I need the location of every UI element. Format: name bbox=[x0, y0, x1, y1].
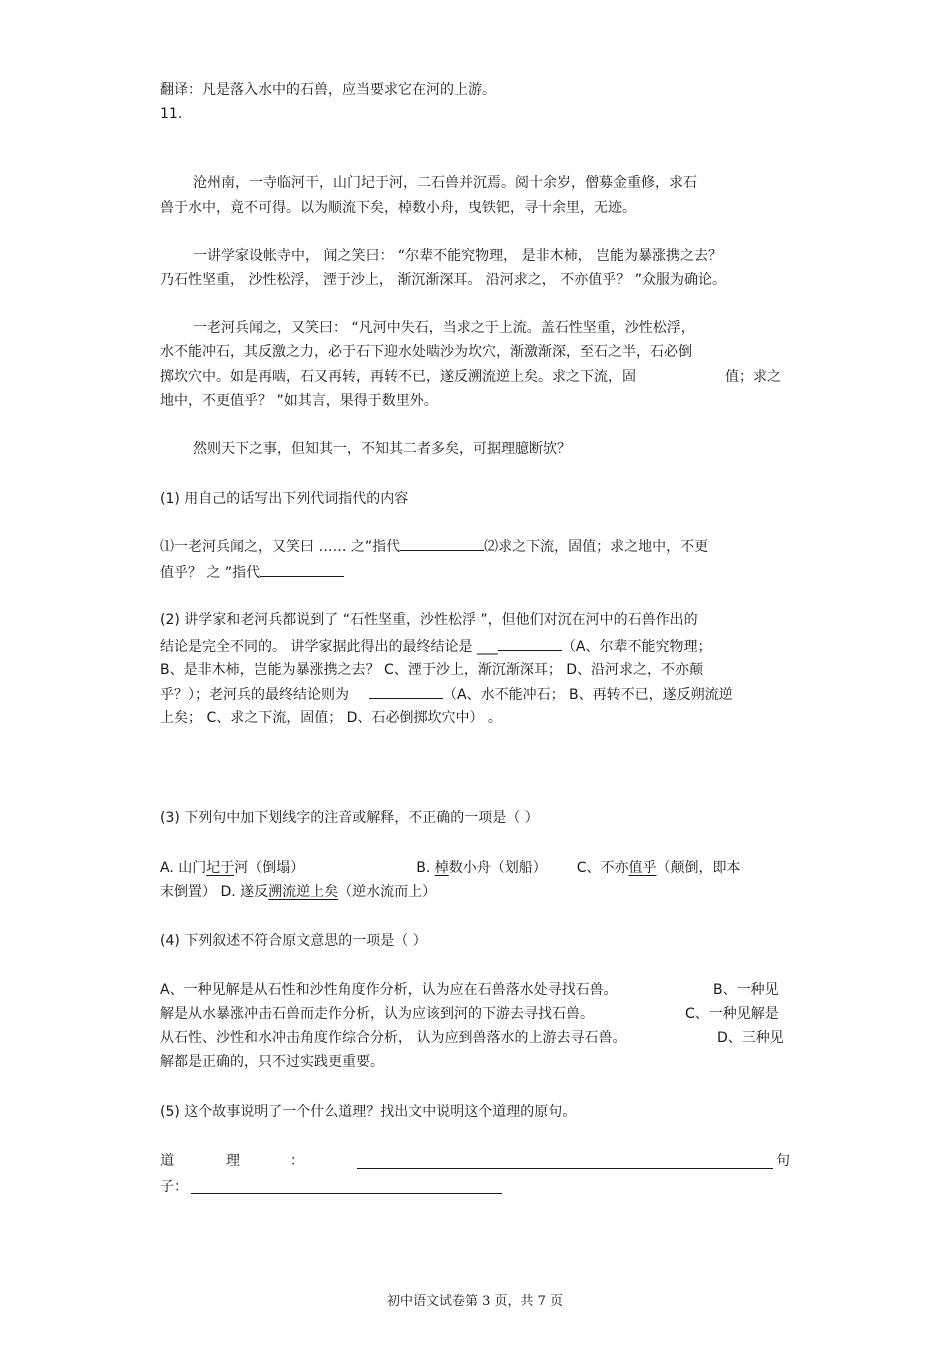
q3-option-d-label: 末倒置） D. 遂反 bbox=[160, 884, 269, 900]
q3-option-a: A. 山门圮于河（倒塌） bbox=[160, 860, 305, 876]
q2-line2-options: （A、尔辈不能究物理； bbox=[561, 639, 712, 655]
translation-line: 翻译：凡是落入水中的石兽，应当要求它在河的上游。 bbox=[160, 82, 496, 98]
q1-answer-blank-1[interactable] bbox=[400, 536, 484, 551]
q2-line4-options: （A、水不能冲石； B、再转不已，遂反朔流逆 bbox=[443, 687, 733, 703]
q5-zi: 子： bbox=[160, 1179, 188, 1195]
q3-title: (3) 下列句中加下划线字的注音或解释，不正确的一项是（ ） bbox=[160, 810, 539, 826]
q1-part1-label: ⑴一老河兵闻之，又笑曰 …… 之”指代 bbox=[160, 539, 401, 555]
passage-p3-line1: 一老河兵闻之，又笑曰： “凡河中失石，当求之于上流。盖石性坚重，沙性松浮， bbox=[193, 320, 695, 336]
q2-line1: (2) 讲学家和老河兵都说到了 “石性坚重，沙性松浮 ”，但他们对沉在河中的石兽作出的 bbox=[160, 612, 698, 628]
passage-p2-line2: 乃石性坚重， 沙性松浮， 湮于沙上， 渐沉渐深耳。 沿河求之， 不亦值乎？ ”众服为确论。 bbox=[160, 272, 726, 288]
passage-p2-line1: 一讲学家设帐寺中， 闻之笑曰： “尔辈不能究物理， 是非木柿， 岂能为暴涨携之去？ bbox=[193, 248, 723, 264]
passage-p3-line3-end: 值；求之 bbox=[725, 369, 781, 385]
q4-line3-end: D、三种见 bbox=[717, 1030, 784, 1046]
q2-answer-blank-1[interactable] bbox=[498, 636, 562, 651]
q3-option-b: B. 棹数小舟（划船） bbox=[416, 860, 547, 876]
q2-line5: 上矣； C、求之下流，固值； D、石必倒掷坎穴中） 。 bbox=[160, 710, 502, 726]
q4-title: (4) 下列叙述不符合原文意思的一项是（ ） bbox=[160, 933, 427, 949]
page-footer: 初中语文试卷第 3 页，共 7 页 bbox=[386, 1294, 564, 1309]
q2-line4-text: 乎？）；老河兵的最终结论则为 bbox=[160, 687, 349, 703]
q1-answer-blank-2[interactable] bbox=[260, 562, 344, 577]
q2-line4 bbox=[160, 684, 733, 705]
q5-title: (5) 这个故事说明了一个什么道理？找出文中说明这个道理的原句。 bbox=[160, 1104, 577, 1120]
q5-dao: 道 bbox=[160, 1153, 174, 1169]
q4-line2-end: C、一种见解是 bbox=[685, 1006, 779, 1022]
q3-line2 bbox=[160, 882, 436, 902]
q1-line1 bbox=[160, 536, 708, 557]
passage-p1-line2: 兽于水中，竟不可得。以为顺流下矣，棹数小舟，曳铁钯，寻十余里，无迹。 bbox=[160, 200, 636, 216]
q5-sentence-blank[interactable] bbox=[191, 1179, 502, 1194]
passage-p3-line2: 水不能冲石，其反激之力，必于石下迎水处啮沙为坎穴，渐激渐深，至石之半，石必倒 bbox=[160, 344, 692, 360]
q3-option-d-gloss: （逆水流而上） bbox=[338, 884, 437, 900]
q2-line2 bbox=[160, 636, 711, 657]
q4-line4: 解都是正确的，只不过实践更重要。 bbox=[160, 1054, 384, 1070]
q4-line2: 解是从水暴涨冲击石兽而走作分析，认为应该到河的下游去寻找石兽。 bbox=[160, 1006, 594, 1022]
q2-line3: B、是非木柿，岂能为暴涨携之去？ C、湮于沙上，渐沉渐深耳； D、沿河求之，不亦颠 bbox=[160, 662, 704, 678]
q4-line3: 从石性、沙性和水冲击角度作综合分析， 认为应到兽落水的上游去寻石兽。 bbox=[160, 1030, 627, 1046]
q4-line1: A、一种见解是从石性和沙性角度作分析，认为应在石兽落水处寻找石兽。 bbox=[160, 982, 618, 998]
q1-part2-cont: 值乎？ 之 ”指代 bbox=[160, 565, 261, 581]
passage-p1-line1: 沧州南，一寺临河干，山门圮于河，二石兽并沉焉。阅十余岁，僧募金重修，求石 bbox=[193, 175, 697, 191]
passage-p3-line3: 掷坎穴中。如是再啮，石又再转，再转不已，遂反溯流逆上矣。求之下流，固 bbox=[160, 369, 636, 385]
q1-line2 bbox=[160, 562, 344, 583]
q3-option-c: C、不亦值乎（颠倒，即本 bbox=[576, 860, 741, 876]
q1-title: (1) 用自己的话写出下列代词指代的内容 bbox=[160, 491, 409, 507]
q5-li: 理 bbox=[226, 1153, 240, 1169]
q2-line2-text: 结论是完全不同的。 讲学家据此得出的最终结论是 ___ bbox=[160, 639, 498, 655]
q5-reason-blank[interactable] bbox=[357, 1154, 773, 1169]
q4-line1-end: B、一种见 bbox=[713, 982, 779, 998]
question-number: 11. bbox=[160, 106, 183, 122]
q1-part2-label: ⑵求之下流，固值；求之地中，不更 bbox=[484, 539, 709, 555]
q2-answer-blank-2[interactable] bbox=[369, 684, 443, 699]
q3-option-d-underlined: 溯流逆上矣 bbox=[268, 884, 339, 900]
q5-ju: 句 bbox=[776, 1153, 790, 1169]
passage-p3-line4: 地中，不更值乎？ ”如其言，果得于数里外。 bbox=[160, 393, 438, 409]
q3-line1 bbox=[160, 858, 741, 878]
q5-colon: ： bbox=[290, 1153, 304, 1169]
passage-p4: 然则天下之事，但知其一，不知其二者多矣，可据理臆断欤？ bbox=[193, 441, 571, 457]
